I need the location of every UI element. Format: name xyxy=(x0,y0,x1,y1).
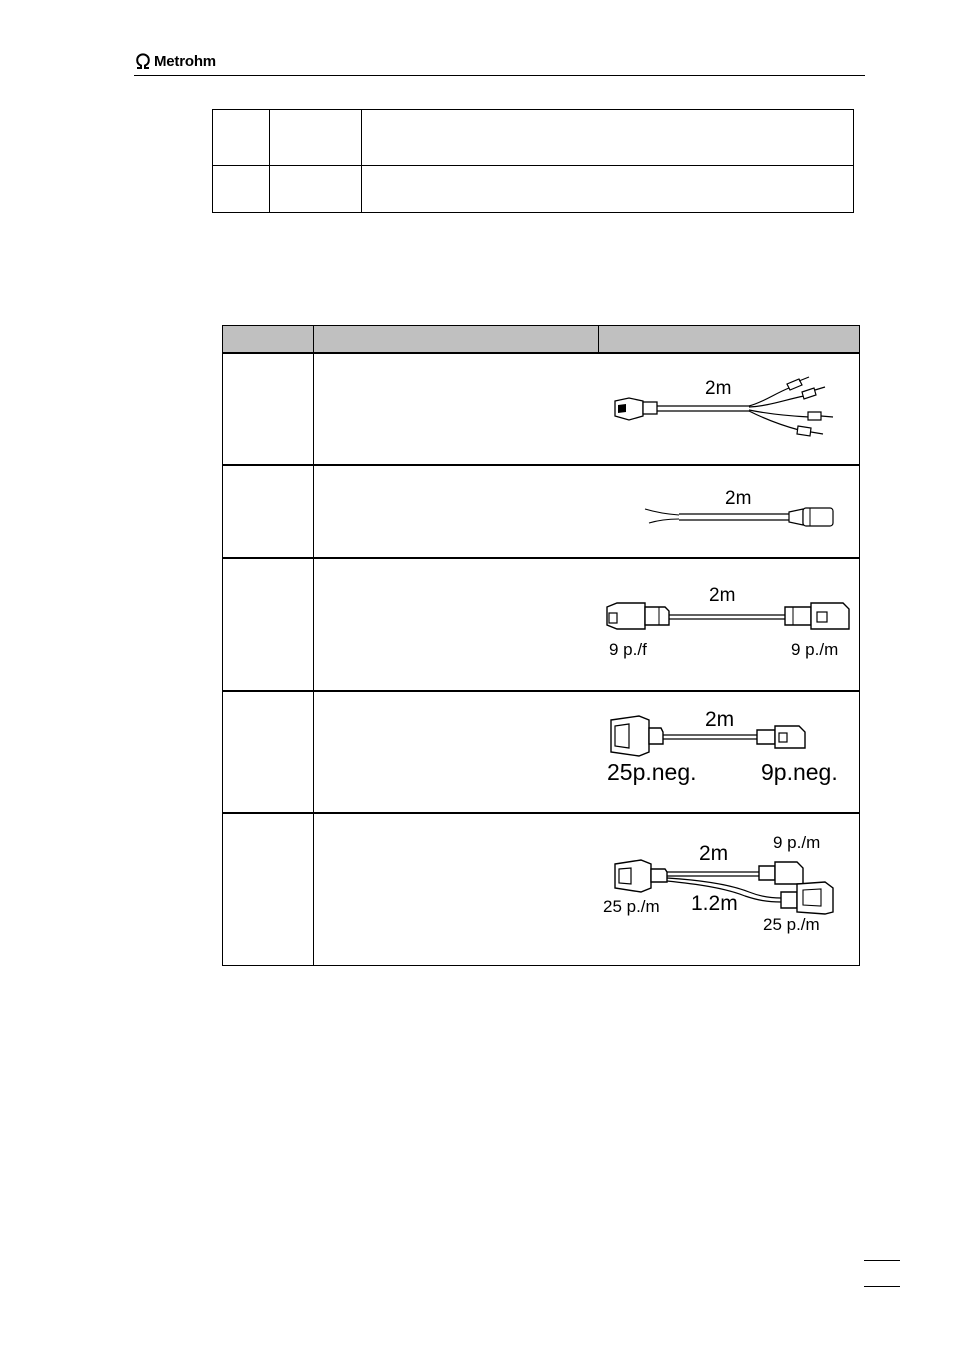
top-table xyxy=(212,109,854,213)
connector-label: 9 p./m xyxy=(772,833,820,852)
table-cell xyxy=(213,110,270,166)
row-description xyxy=(314,353,599,465)
table-header-row xyxy=(223,326,860,354)
connector-label: 9 p./m xyxy=(790,640,838,659)
cable-picture-cell xyxy=(599,813,860,965)
metrohm-logo xyxy=(134,50,216,72)
connector-label: 25 p./m xyxy=(762,915,820,934)
row-label xyxy=(223,353,314,465)
page-number-rule xyxy=(864,1286,900,1287)
column-header xyxy=(223,326,314,354)
row-description xyxy=(314,465,599,558)
table-row xyxy=(223,691,860,813)
table-row xyxy=(223,353,860,465)
cable-picture-cell xyxy=(599,691,860,813)
accessories-table xyxy=(222,325,860,966)
column-header xyxy=(599,326,860,354)
row-description xyxy=(314,813,599,965)
row-label xyxy=(223,691,314,813)
cable-picture-cell xyxy=(599,465,860,558)
cable-length-label: 2m xyxy=(704,378,731,399)
table-cell xyxy=(362,110,854,166)
cable-length-label: 2m xyxy=(708,585,735,606)
connector-label: 25p.neg. xyxy=(606,759,697,785)
cable-length-label: 1.2m xyxy=(690,892,738,915)
row-description xyxy=(314,691,599,813)
row-label xyxy=(223,558,314,691)
table-row xyxy=(223,558,860,691)
table-cell xyxy=(362,166,854,213)
page-number-rule xyxy=(864,1260,900,1261)
logo-wordmark: Metrohm xyxy=(154,52,216,70)
cable-length-label: 2m xyxy=(698,842,728,865)
header-rule xyxy=(134,75,865,76)
table-cell xyxy=(270,110,362,166)
cable-picture-cell xyxy=(599,558,860,691)
column-header xyxy=(314,326,599,354)
omega-logo-icon xyxy=(134,52,152,70)
cable-9pin-illustration xyxy=(599,559,861,692)
cable-y-splitter-illustration xyxy=(599,814,861,966)
row-label xyxy=(223,813,314,965)
connector-label: 25 p./m xyxy=(602,897,660,916)
connector-label: 9p.neg. xyxy=(760,759,838,785)
table-row xyxy=(223,465,860,558)
table-row xyxy=(223,813,860,965)
cable-banana-plugs-illustration xyxy=(599,354,861,466)
connector-label: 9 p./f xyxy=(608,640,647,659)
table-row xyxy=(213,110,854,166)
table-row xyxy=(213,166,854,213)
cable-length-label: 2m xyxy=(724,488,751,509)
table-cell xyxy=(270,166,362,213)
cable-25pin-9pin-illustration xyxy=(599,692,861,814)
row-description xyxy=(314,558,599,691)
table-cell xyxy=(213,166,270,213)
row-label xyxy=(223,465,314,558)
cable-length-label: 2m xyxy=(704,708,734,731)
cable-picture-cell xyxy=(599,353,860,465)
cable-open-ends-illustration xyxy=(599,466,861,559)
